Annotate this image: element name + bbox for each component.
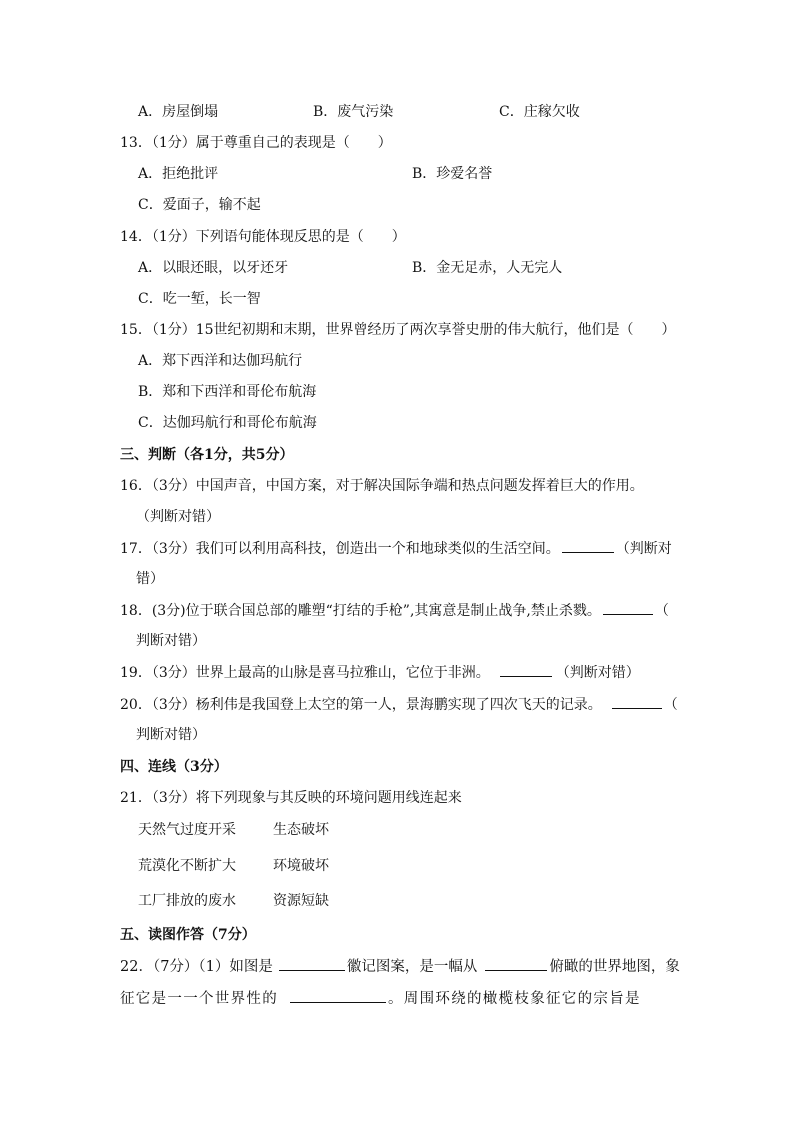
- q22-line2: [120, 988, 641, 1009]
- q20-line1: [120, 694, 678, 715]
- q22-text-part1: 22．（7分）（1）如图是: [120, 959, 273, 975]
- q13-option-c: C．爱面子，输不起: [138, 197, 261, 213]
- q13-option-a: A．拒绝批评: [138, 166, 219, 182]
- q18-line2: 判断对错）: [136, 633, 206, 649]
- q15-option-a: A．郑下西洋和达伽玛航行: [138, 353, 303, 369]
- q21-right-item[interactable]: 环境破坏: [273, 858, 329, 874]
- q22-blank-2[interactable]: [485, 956, 547, 971]
- q13-option-b: B．珍爱名誉: [412, 166, 493, 182]
- q12-option-c: C．庄稼欠收: [499, 104, 580, 120]
- q20-text: 20．（3分）杨利伟是我国登上太空的第一人，景海鹏实现了四次飞天的记录。: [120, 697, 602, 713]
- q16-line1: 16．（3分）中国声音，中国方案，对于解决国际争端和热点问题发挥着巨大的作用。: [120, 478, 644, 494]
- q15-option-b: B．郑和下西洋和哥伦布航海: [138, 384, 317, 400]
- q22-line1: [120, 956, 680, 977]
- q15-option-c: C．达伽玛航行和哥伦布航海: [138, 415, 317, 431]
- q20-suffix: （: [663, 697, 678, 713]
- q21-left-item[interactable]: 天然气过度开采: [138, 822, 236, 838]
- q21-right-item[interactable]: 生态破坏: [273, 822, 329, 838]
- q20-line2: 判断对错）: [136, 727, 206, 743]
- q14-option-a: A．以眼还眼，以牙还牙: [138, 260, 289, 276]
- q22-text-part2: 徽记图案，是一幅从: [346, 959, 478, 975]
- q12-option-b: B．废气污染: [313, 104, 394, 120]
- q19-suffix: （判断对错）: [555, 665, 640, 681]
- q21-right-item[interactable]: 资源短缺: [273, 893, 329, 909]
- q22-text-part3: 俯瞰的世界地图，象: [549, 959, 680, 975]
- q17-text: 17．（3分）我们可以利用高科技，创造出一个和地球类似的生活空间。: [120, 541, 560, 557]
- q21-stem: 21．（3分）将下列现象与其反映的环境问题用线连起来: [120, 790, 462, 806]
- q19-answer-blank[interactable]: [500, 662, 552, 677]
- q19-text: 19．（3分）世界上最高的山脉是喜马拉雅山，它位于非洲。: [120, 665, 490, 681]
- q18-answer-blank[interactable]: [603, 600, 653, 615]
- q12-option-a: A．房屋倒塌: [138, 104, 219, 120]
- q20-answer-blank[interactable]: [612, 694, 662, 709]
- q21-left-item[interactable]: 工厂排放的废水: [138, 893, 236, 909]
- section-title-matching: 四、连线（3分）: [120, 759, 228, 775]
- q16-line2: （判断对错）: [136, 509, 220, 525]
- q18-suffix: （: [654, 603, 669, 619]
- q14-option-b: B．金无足赤，人无完人: [412, 260, 563, 276]
- section-title-reading: 五、读图作答（7分）: [120, 927, 256, 943]
- q17-suffix: （判断对: [615, 541, 672, 557]
- q22-text-part4: 征它是一一个世界性的: [120, 991, 278, 1007]
- q21-left-item[interactable]: 荒漠化不断扩大: [138, 858, 236, 874]
- q17-line1: [120, 538, 672, 559]
- q19-line1: [120, 662, 640, 683]
- q18-text: 18．(3分)位于联合国总部的雕塑“打结的手枪”,其寓意是制止战争,禁止杀戮。: [120, 603, 601, 619]
- q17-line2: 错）: [136, 571, 164, 587]
- q22-text-part5: 。周围环绕的橄榄枝象征它的宗旨是: [388, 991, 641, 1007]
- q18-line1: [120, 600, 669, 621]
- q14-option-c: C．吃一堑，长一智: [138, 291, 261, 307]
- q22-blank-3[interactable]: [290, 988, 386, 1003]
- q17-answer-blank[interactable]: [562, 538, 614, 553]
- q14-stem: 14．（1分）下列语句能体现反思的是（ ）: [120, 229, 406, 245]
- q15-stem: 15．（1分）15世纪初期和末期，世界曾经历了两次享誉史册的伟大航行，他们是（ ）: [120, 322, 676, 338]
- q13-stem: 13．（1分）属于尊重自己的表现是（ ）: [120, 135, 392, 151]
- section-title-judgement: 三、判断（各1分，共5分）: [120, 447, 294, 463]
- q22-blank-1[interactable]: [279, 956, 345, 971]
